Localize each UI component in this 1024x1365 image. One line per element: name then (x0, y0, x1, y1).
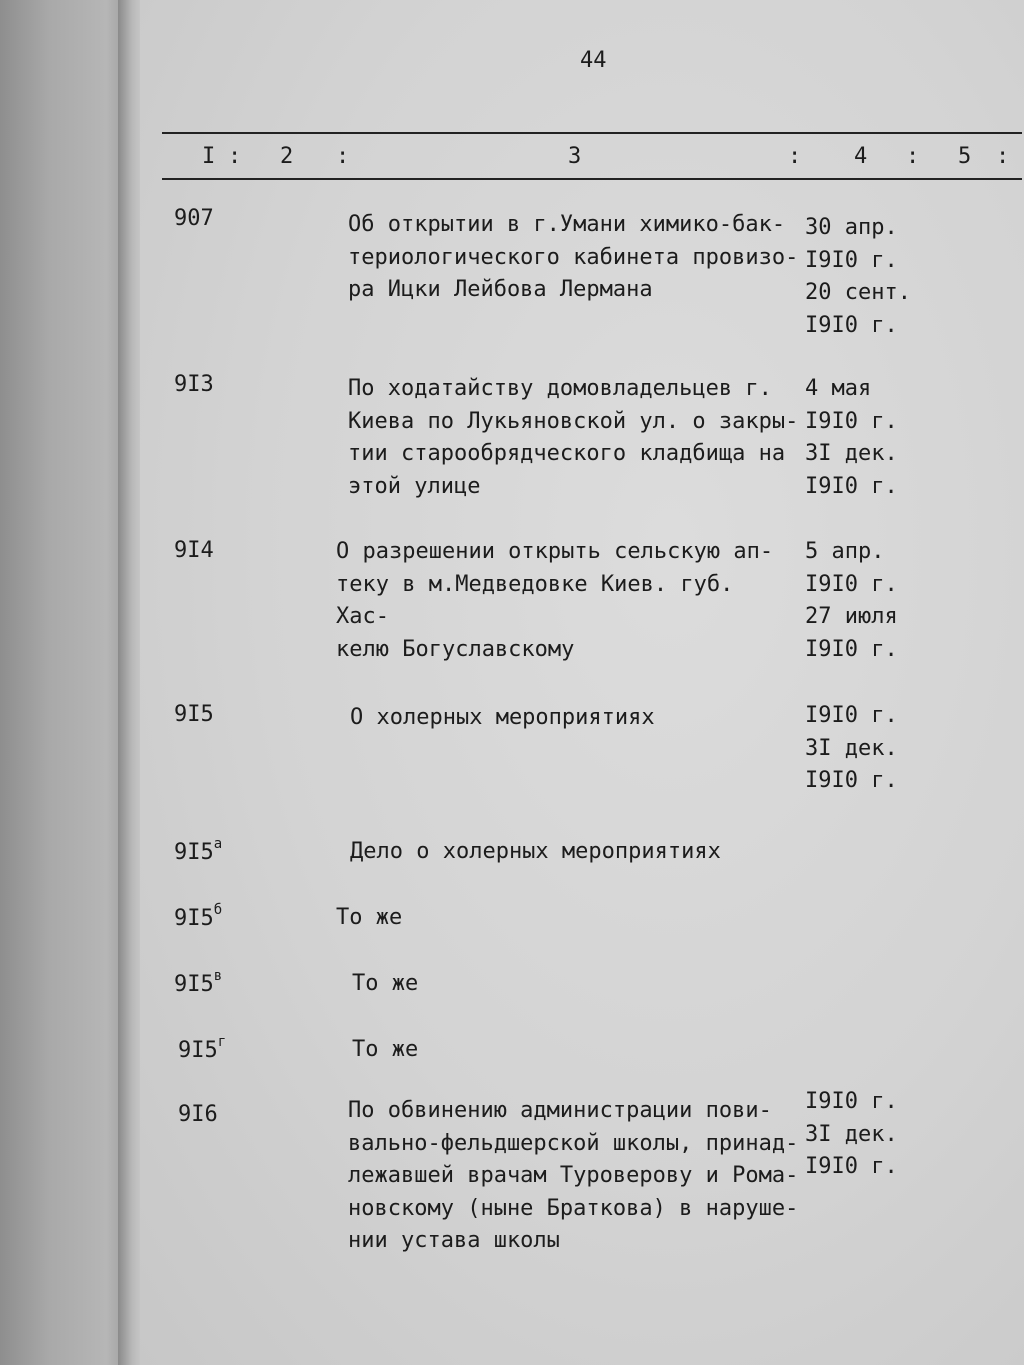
column-header-1: I (202, 144, 216, 169)
entry-date: 5 апр. (805, 539, 885, 564)
entry-number-suffix: а (213, 836, 223, 852)
entry-number: $9I5^б$ (174, 902, 223, 931)
entry-dates (805, 373, 915, 503)
entry-date: I9I0 г. (805, 408, 898, 434)
entry-date: 4 мая (805, 376, 872, 401)
entry-number-suffix: в (213, 968, 223, 984)
entry-number-suffix: г (217, 1034, 227, 1050)
entry-number: $9I5^в$ (174, 968, 223, 997)
entry-title: По ходатайству домовладельцев г. Киева по Лукьяновской ул. о закры- тии старообрядческого кладбища на этой улице (348, 376, 799, 499)
column-separator: : (228, 144, 242, 169)
entry-number: 9I4 (174, 538, 214, 563)
entry-dates (805, 700, 915, 798)
book-gutter (118, 0, 142, 1365)
column-header-4: 4 (854, 144, 868, 169)
entry-title: То же (336, 905, 403, 930)
header-top-rule (162, 132, 1022, 134)
entry-title: Дело о холерных мероприятиях (350, 839, 721, 864)
entry-date: I9I0 г. (805, 703, 898, 728)
entry-date: I9I0 г. (805, 768, 898, 793)
column-separator: : (996, 144, 1010, 169)
entry-date: I9I0 г. (805, 473, 898, 499)
entry-date: I9I0 г. (805, 312, 898, 338)
entry-dates (805, 536, 915, 666)
column-header-3: 3 (568, 144, 582, 169)
entry-number: 907 (174, 206, 214, 231)
entry-date: 3I дек. (805, 1121, 898, 1147)
entry-number: 9I3 (174, 372, 214, 397)
entry-date: I9I0 г. (805, 1154, 898, 1179)
entry-number: 9I6 (178, 1102, 218, 1127)
entry-dates (805, 212, 915, 342)
entry-title: О разрешении открыть сельскую ап- теку в м.Медведовке Киев. губ. Хас- келю Богуславскому (336, 539, 774, 662)
entry-date: 3I дек. (805, 441, 898, 466)
entry-title: То же (352, 1037, 419, 1062)
entry-number: $9I5^г$ (178, 1034, 227, 1063)
column-header-5: 5 (958, 144, 972, 169)
column-separator: : (906, 144, 920, 169)
entry-title: По обвинению администрации пови- вально-фельдшерской школы, принад- лежавшей врачам Туроверову и Рома- новскому (ныне Браткова) в наруше- нии устава школы (348, 1098, 799, 1253)
entry-date: 20 сент. (805, 280, 911, 305)
page-number: 44 (580, 48, 607, 73)
entry-date: I9I0 г. (805, 571, 898, 597)
entry-number: 9I5 (174, 702, 214, 727)
column-separator: : (336, 144, 350, 169)
entry-dates (805, 1086, 915, 1184)
left-page-edge (0, 0, 125, 1365)
entry-number: $9I5^а$ (174, 836, 223, 865)
entry-date: I9I0 г. (805, 1089, 898, 1114)
entry-title: Об открытии в г.Умани химико-бак- териологического кабинета провизо- ра Ицки Лейбова Лермана (348, 212, 799, 302)
column-separator: : (788, 144, 802, 169)
entry-date: 3I дек. (805, 735, 898, 761)
header-bottom-rule (162, 178, 1022, 180)
document-page (140, 0, 1024, 1365)
entry-date: 27 июля (805, 604, 898, 629)
entry-number-suffix: б (213, 902, 223, 918)
entry-date: I9I0 г. (805, 636, 898, 662)
entry-title: О холерных мероприятиях (350, 705, 655, 730)
column-header-2: 2 (280, 144, 294, 169)
entry-date: 30 апр. (805, 215, 898, 240)
entry-date: I9I0 г. (805, 247, 898, 273)
entry-title: То же (352, 971, 419, 996)
